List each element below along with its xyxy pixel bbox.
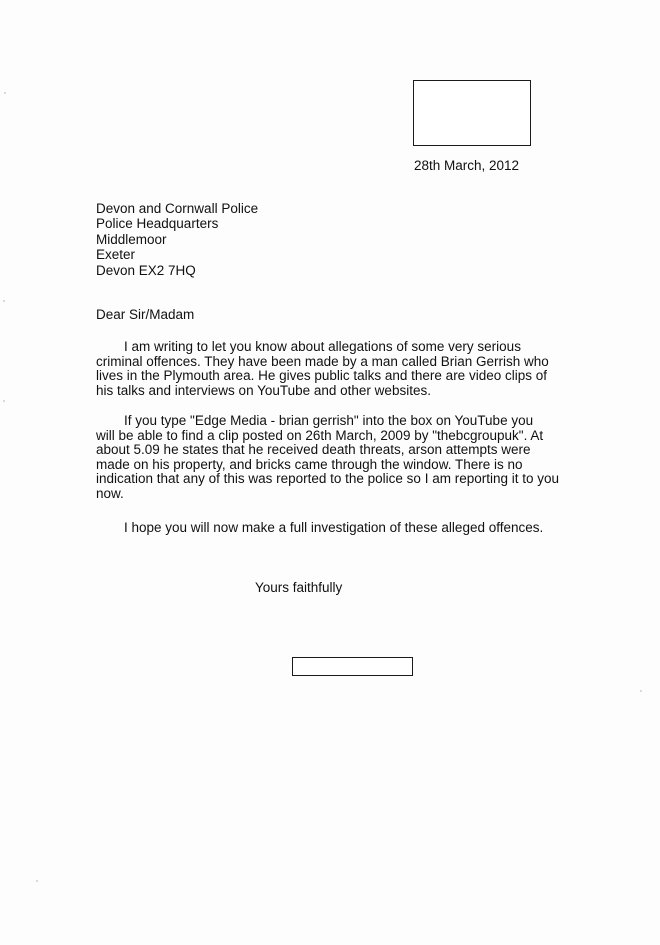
paragraph-line: now.	[96, 485, 124, 501]
paragraph-1	[96, 340, 566, 398]
scan-speck	[3, 400, 5, 402]
redacted-sender-address-box	[413, 80, 531, 146]
scan-speck	[4, 92, 6, 94]
letter-date: 28th March, 2012	[414, 158, 520, 173]
salutation: Dear Sir/Madam	[96, 307, 195, 322]
recipient-address	[96, 201, 258, 278]
address-line: Police Headquarters	[96, 216, 219, 232]
scan-speck	[3, 300, 5, 302]
closing: Yours faithfully	[255, 580, 343, 595]
paragraph-3	[96, 521, 566, 536]
scan-speck	[640, 690, 642, 692]
paragraph-line: I hope you will now make a full investigation of these alleged offences.	[124, 520, 544, 535]
paragraph-2	[96, 414, 566, 502]
paragraph-line: criminal offences. They have been made by a man called Brian Gerrish who	[96, 353, 549, 369]
address-line: Exeter	[96, 247, 136, 263]
paragraph-line: about 5.09 he states that he received death threats, arson attempts were	[96, 442, 531, 458]
paragraph-line: indication that any of this was reported to the police so I am reporting it to you	[96, 471, 560, 487]
paragraph-line: made on his property, and bricks came through the window. There is no	[96, 456, 523, 472]
redacted-signature-box	[292, 657, 413, 676]
address-line: Devon EX2 7HQ	[96, 262, 196, 278]
paragraph-line: will be able to find a clip posted on 26th March, 2009 by "thebcgroupuk". At	[96, 427, 544, 443]
paragraph-line: lives in the Plymouth area. He gives public talks and there are video clips of	[96, 368, 547, 384]
address-line: Middlemoor	[96, 231, 167, 247]
scan-speck	[36, 880, 38, 882]
paragraph-line: his talks and interviews on YouTube and other websites.	[96, 382, 431, 398]
paragraph-line: I am writing to let you know about allegations of some very serious	[124, 339, 521, 354]
address-line: Devon and Cornwall Police	[96, 201, 259, 216]
paragraph-line: If you type "Edge Media - brian gerrish" into the box on YouTube you	[124, 413, 534, 428]
